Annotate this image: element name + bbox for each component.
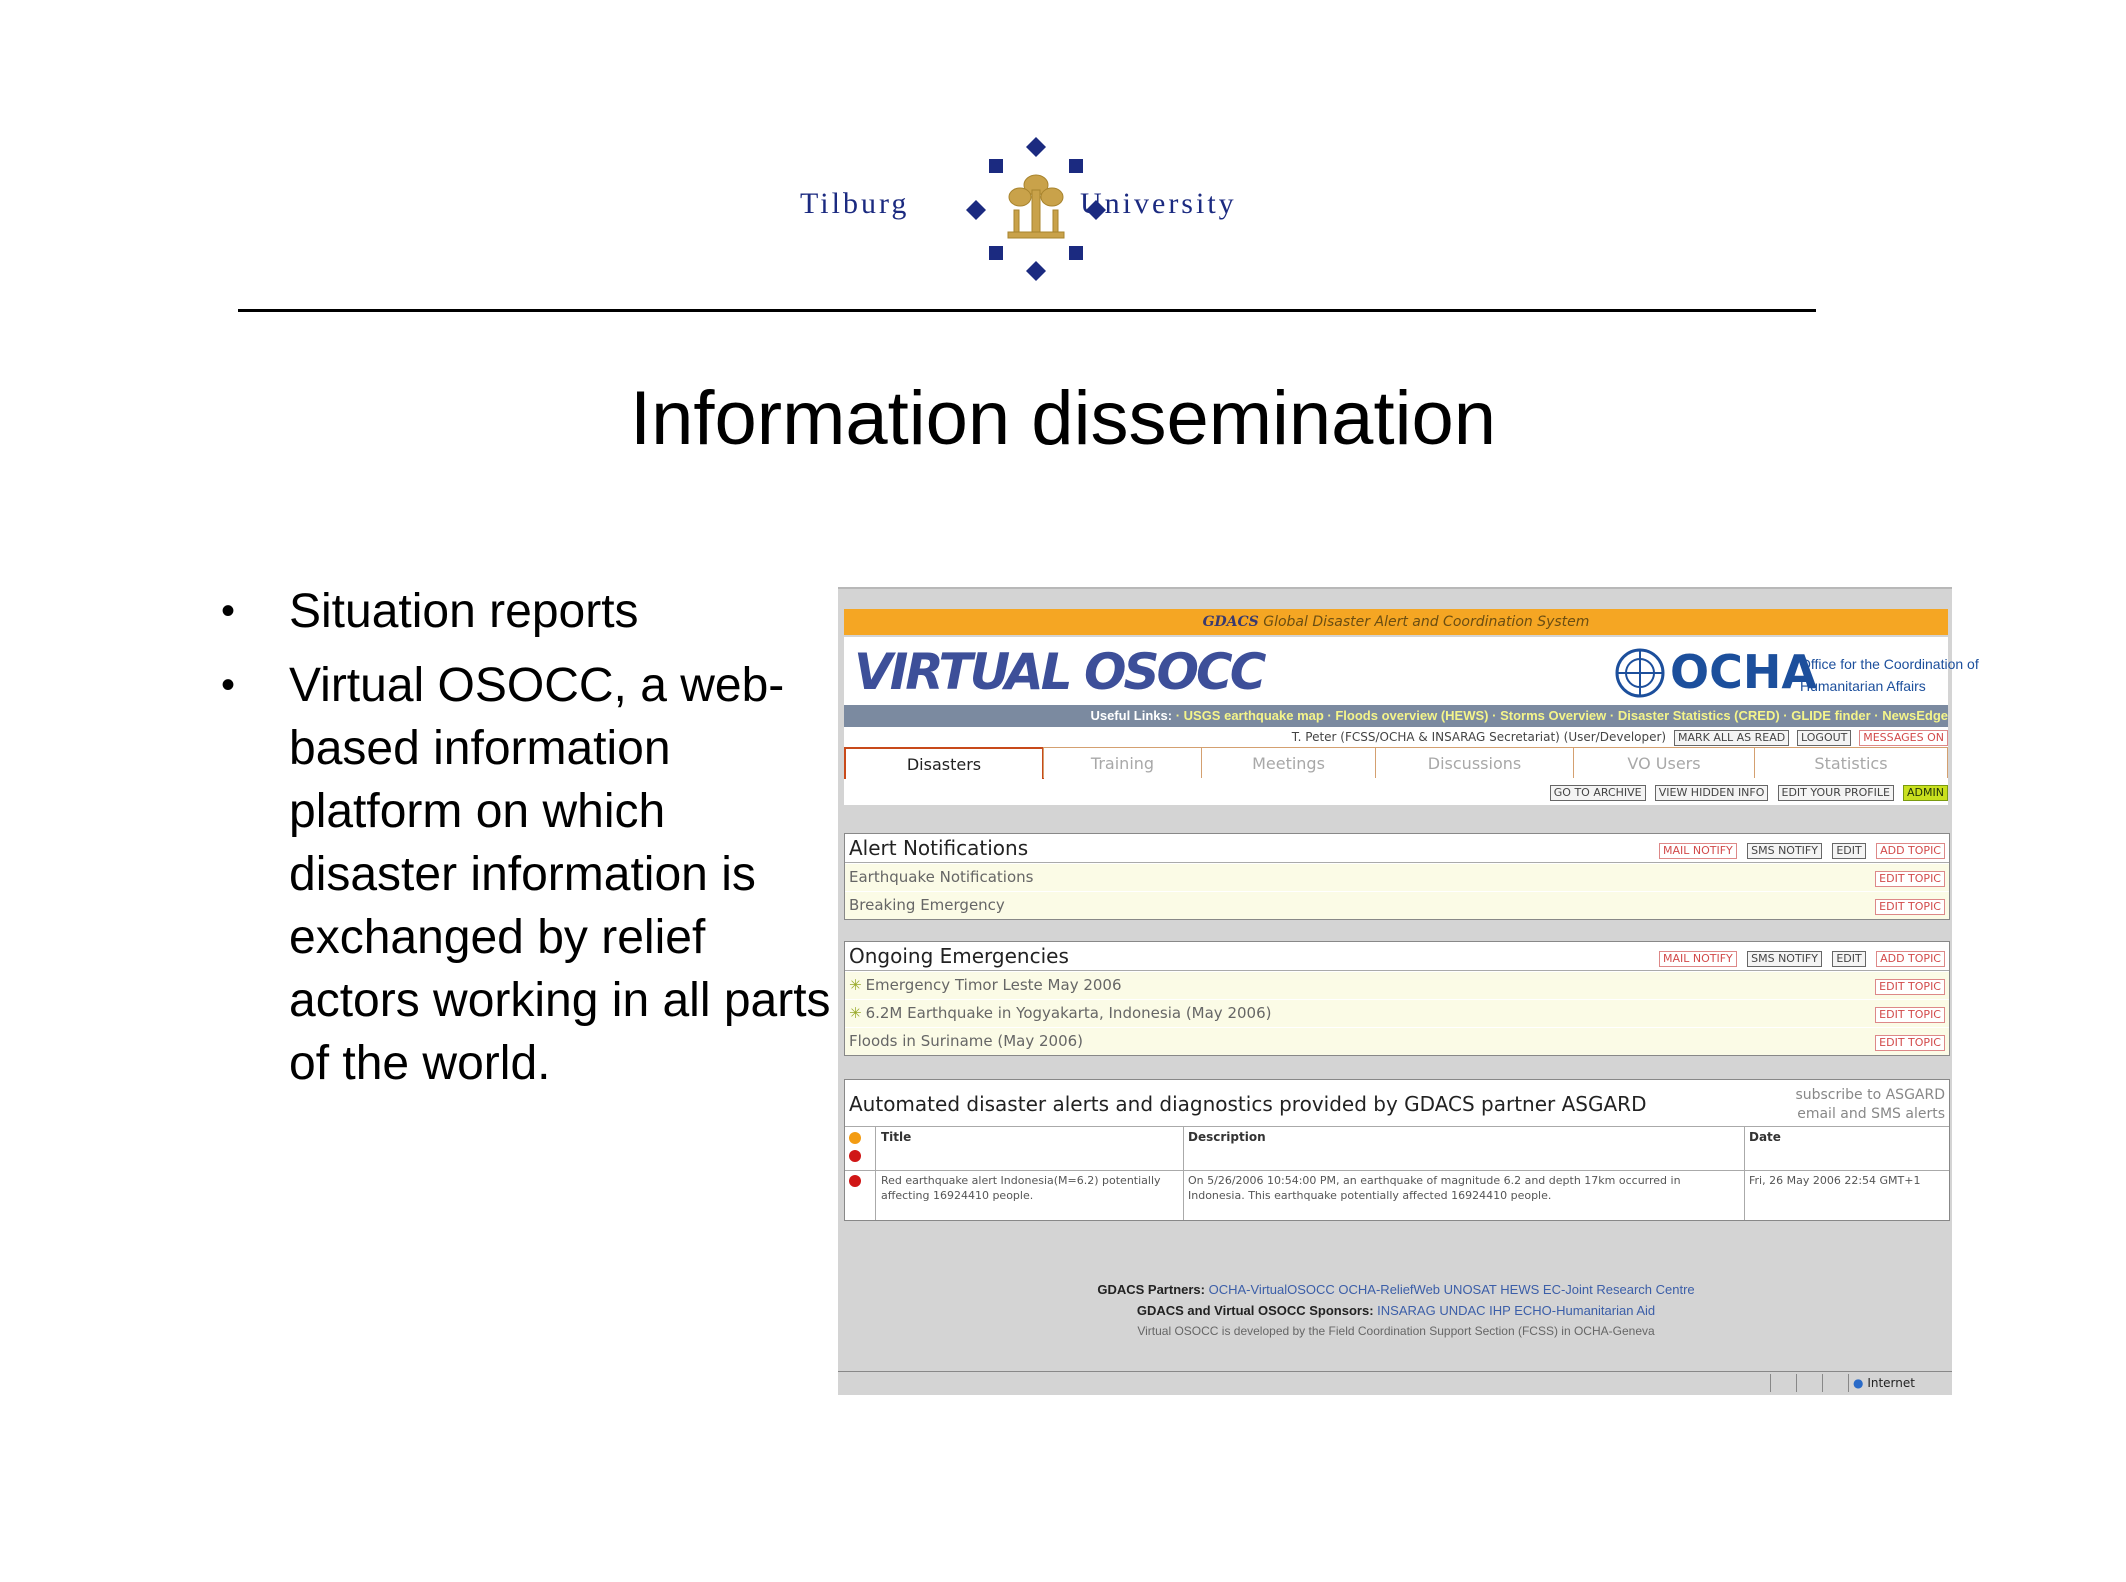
alert-date-cell: Fri, 26 May 2006 22:54 GMT+1 [1749, 1174, 1921, 1187]
tab-disasters[interactable]: Disasters [844, 747, 1044, 779]
bullet-dot-icon: • [221, 663, 236, 707]
tab-training[interactable]: Training [1043, 747, 1202, 778]
bullet-list [215, 580, 835, 1106]
edit-topic-button[interactable]: EDIT TOPIC [1875, 871, 1945, 887]
topic-row[interactable] [845, 863, 1949, 891]
edit-button[interactable]: EDIT [1832, 951, 1865, 967]
topic-title[interactable]: Floods in Suriname (May 2006) [849, 1032, 1084, 1050]
useful-link[interactable]: GLIDE finder [1791, 708, 1871, 723]
panel-actions [1655, 948, 1945, 967]
add-topic-button[interactable]: ADD TOPIC [1876, 843, 1945, 859]
alert-notifications-panel [844, 833, 1950, 920]
panel-header [845, 834, 1949, 863]
edit-topic-button[interactable]: EDIT TOPIC [1875, 899, 1945, 915]
sponsors-line [844, 1300, 1948, 1321]
status-cell [1770, 1374, 1795, 1392]
add-topic-button[interactable]: ADD TOPIC [1876, 951, 1945, 967]
useful-link[interactable]: Storms Overview [1500, 708, 1607, 723]
topic-title[interactable]: Breaking Emergency [849, 896, 1005, 914]
status-cell [1796, 1374, 1821, 1392]
bullet-text: Situation reports [289, 585, 639, 638]
gdacs-tagline: Global Disaster Alert and Coordination System [1263, 614, 1590, 630]
sponsor-link[interactable]: ECHO-Humanitarian Aid [1514, 1303, 1656, 1318]
automated-alerts-panel [844, 1079, 1950, 1221]
orange-alert-icon [849, 1132, 861, 1144]
topic-row[interactable] [845, 971, 1949, 999]
column-header-title: Title [881, 1130, 912, 1144]
un-globe-icon [1614, 647, 1666, 699]
useful-links-bar: Useful Links: · USGS earthquake map · Floods overview (HEWS) · Storms Overview · Disaster Statistics (CRED) · GLIDE finder · NewsEdge [844, 705, 1948, 727]
topic-title[interactable]: 6.2M Earthquake in Yogyakarta, Indonesia (May 2006) [865, 1004, 1272, 1022]
subscribe-link[interactable] [1795, 1086, 1945, 1124]
topic-title[interactable]: Emergency Timor Leste May 2006 [865, 976, 1122, 994]
logout-button[interactable]: LOGOUT [1797, 730, 1851, 746]
panel-title: Automated disaster alerts and diagnostics provided by GDACS partner ASGARD [849, 1092, 1647, 1116]
edit-topic-button[interactable]: EDIT TOPIC [1875, 1007, 1945, 1023]
partner-link[interactable]: OCHA-ReliefWeb [1338, 1282, 1441, 1297]
virtual-osocc-logo[interactable]: VIRTUAL OSOCC [854, 643, 1264, 701]
new-star-icon: ✳ [849, 976, 862, 994]
sms-notify-button[interactable]: SMS NOTIFY [1747, 843, 1822, 859]
tab-vo-users[interactable]: VO Users [1573, 747, 1755, 778]
edit-topic-button[interactable]: EDIT TOPIC [1875, 1035, 1945, 1051]
status-cell [1822, 1374, 1847, 1392]
tab-statistics[interactable]: Statistics [1754, 747, 1948, 778]
globe-icon: ● [1853, 1376, 1864, 1390]
partners-line [844, 1279, 1948, 1300]
main-tabs [844, 747, 1948, 780]
sponsor-footer [844, 1279, 1948, 1349]
topic-title[interactable]: Earthquake Notifications [849, 868, 1034, 886]
partner-link[interactable]: HEWS [1500, 1282, 1540, 1297]
sms-notify-button[interactable]: SMS NOTIFY [1747, 951, 1822, 967]
ocha-subtitle-line: Humanitarian Affairs [1800, 678, 1926, 694]
header-divider [238, 309, 1816, 312]
bullet-dot-icon: • [221, 589, 236, 633]
partner-link[interactable]: UNOSAT [1443, 1282, 1497, 1297]
edit-profile-button[interactable]: EDIT YOUR PROFILE [1778, 785, 1894, 801]
mail-notify-button[interactable]: MAIL NOTIFY [1659, 951, 1737, 967]
logo-word-left: Tilburg [800, 187, 910, 220]
alert-title-cell[interactable]: Red earthquake alert Indonesia(M=6.2) potentially affecting 16924410 people. [881, 1174, 1161, 1202]
view-hidden-info-button[interactable]: VIEW HIDDEN INFO [1655, 785, 1769, 801]
ocha-subtitle [1800, 653, 1979, 697]
partner-link[interactable]: EC-Joint Research Centre [1542, 1282, 1695, 1297]
new-star-icon: ✳ [849, 1004, 862, 1022]
alert-description-cell: On 5/26/2006 10:54:00 PM, an earthquake of magnitude 6.2 and depth 17km occurred in Indonesia. This earthquake potentially affected 16924410 people. [1188, 1174, 1681, 1202]
go-to-archive-button[interactable]: GO TO ARCHIVE [1550, 785, 1646, 801]
useful-link[interactable]: NewsEdge [1882, 708, 1948, 723]
ocha-wordmark: OCHA [1670, 645, 1817, 699]
column-header-description: Description [1188, 1130, 1266, 1144]
bullet-text: Virtual OSOCC, a web-based information platform on which disaster information is exchanged by relief actors working in all parts of the world. [289, 659, 831, 1090]
virtual-osocc-screenshot [838, 587, 1979, 1394]
gdacs-banner [844, 609, 1948, 635]
tab-discussions[interactable]: Discussions [1375, 747, 1574, 778]
useful-links-label: Useful Links: [1090, 708, 1173, 723]
gdacs-brand: GDACS [1202, 614, 1259, 630]
panel-actions [1655, 840, 1945, 859]
red-alert-icon [849, 1150, 861, 1162]
sponsor-link[interactable]: IHP [1489, 1303, 1511, 1318]
messages-on-button[interactable]: MESSAGES ON [1859, 730, 1948, 746]
topic-row[interactable] [845, 1027, 1949, 1055]
subscribe-link-line[interactable]: email and SMS alerts [1797, 1106, 1945, 1122]
sponsor-link[interactable]: INSARAG [1377, 1303, 1436, 1318]
edit-topic-button[interactable]: EDIT TOPIC [1875, 979, 1945, 995]
university-logo [800, 135, 1260, 280]
useful-link[interactable]: USGS earthquake map [1183, 708, 1324, 723]
table-divider [845, 1170, 1949, 1171]
brand-header [844, 637, 1979, 707]
developer-note: Virtual OSOCC is developed by the Field Coordination Support Section (FCSS) in OCHA-Geneva [1137, 1324, 1655, 1338]
topic-row[interactable] [845, 891, 1949, 919]
panel-title: Ongoing Emergencies [849, 944, 1069, 968]
ongoing-emergencies-panel [844, 941, 1950, 1056]
useful-link[interactable]: Floods overview (HEWS) [1335, 708, 1489, 723]
internet-zone [1848, 1374, 1953, 1392]
user-name: T. Peter (FCSS/OCHA & INSARAG Secretariat) (User/Developer) [1291, 730, 1667, 744]
partners-label: GDACS Partners: [1097, 1282, 1205, 1297]
column-header-date: Date [1749, 1130, 1781, 1144]
topic-row[interactable] [845, 999, 1949, 1027]
browser-status-bar [838, 1371, 1952, 1395]
mark-all-read-button[interactable]: MARK ALL AS READ [1674, 730, 1789, 746]
user-info-line [844, 727, 1948, 747]
edit-button[interactable]: EDIT [1832, 843, 1865, 859]
disasters-toolbar [844, 779, 1948, 805]
subscribe-link-line[interactable]: subscribe to ASGARD [1795, 1087, 1945, 1103]
sponsors-label: GDACS and Virtual OSOCC Sponsors: [1136, 1303, 1374, 1318]
ocha-logo[interactable] [1614, 645, 1979, 701]
zone-label: Internet [1867, 1376, 1915, 1390]
admin-button[interactable]: ADMIN [1903, 785, 1948, 801]
panel-header [845, 942, 1949, 971]
bullet-item [215, 654, 835, 1095]
column-divider [1744, 1127, 1745, 1220]
tab-meetings[interactable]: Meetings [1201, 747, 1376, 778]
column-divider [1183, 1127, 1184, 1220]
logo-word-right: University [1080, 187, 1237, 220]
panel-title: Alert Notifications [849, 836, 1029, 860]
partner-link[interactable]: OCHA-VirtualOSOCC [1208, 1282, 1335, 1297]
useful-link[interactable]: Disaster Statistics (CRED) [1617, 708, 1780, 723]
table-divider [845, 1126, 1949, 1127]
slide-title: Information dissemination [630, 376, 1496, 461]
column-divider [875, 1127, 876, 1220]
ocha-subtitle-line: Office for the Coordination of [1800, 656, 1979, 672]
red-alert-icon [849, 1175, 861, 1187]
bullet-item [215, 580, 835, 643]
sponsor-link[interactable]: UNDAC [1439, 1303, 1486, 1318]
mail-notify-button[interactable]: MAIL NOTIFY [1659, 843, 1737, 859]
